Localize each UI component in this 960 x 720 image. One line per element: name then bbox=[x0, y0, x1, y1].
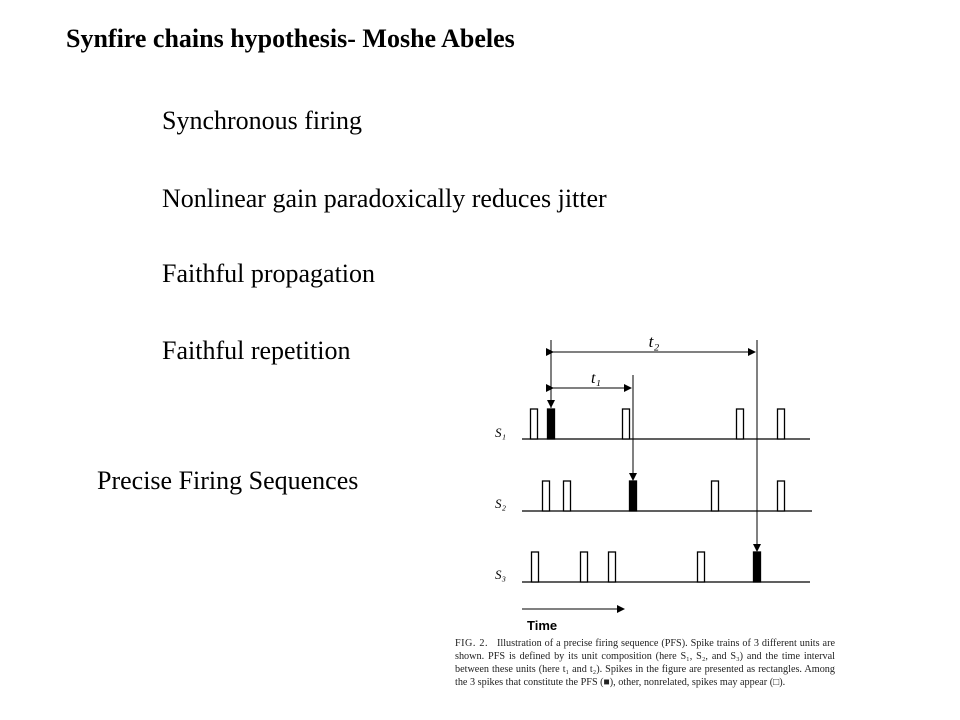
spike-s1-1-nonrelated bbox=[531, 409, 538, 439]
spike-s1-2-pfs bbox=[548, 409, 555, 439]
train-label-s3: S₃ bbox=[495, 567, 507, 582]
spike-s1-5-nonrelated bbox=[778, 409, 785, 439]
bullet-synchronous-firing: Synchronous firing bbox=[162, 106, 363, 135]
precise-firing-sequences-label: Precise Firing Sequences bbox=[97, 466, 359, 495]
train-label-s2: S₂ bbox=[495, 496, 507, 511]
time-label: Time bbox=[527, 618, 558, 633]
spike-s2-5-nonrelated bbox=[778, 481, 785, 511]
caption-text: Illustration of a precise firing sequence (PFS). Spike trains of 3 different units are shown. PFS is defined by its unit composition (here S₁, S₂, and S₃) and the time interval between these units (here t₁ and t₂). Spikes in the figure are presented as rectangles. Among the 3 spikes that constitute the PFS (■), other, nonrelated, spikes may appear (□). bbox=[455, 638, 835, 688]
spike-s2-1-nonrelated bbox=[543, 481, 550, 511]
caption-fig-label: FIG. 2. bbox=[455, 638, 489, 649]
spike-s3-1-nonrelated bbox=[532, 552, 539, 582]
bullet-faithful-repetition: Faithful repetition bbox=[162, 336, 351, 365]
train-label-s1: S₁ bbox=[495, 425, 507, 440]
bullet-faithful-propagation: Faithful propagation bbox=[162, 259, 376, 288]
spike-s2-3-pfs bbox=[630, 481, 637, 511]
spike-s3-3-nonrelated bbox=[609, 552, 616, 582]
slide-title: Synfire chains hypothesis- Moshe Abeles bbox=[66, 24, 515, 53]
spike-s1-4-nonrelated bbox=[737, 409, 744, 439]
figure-caption bbox=[455, 638, 835, 690]
bullet-nonlinear-gain: Nonlinear gain paradoxically reduces jitter bbox=[162, 184, 607, 213]
spike-s3-5-pfs bbox=[754, 552, 761, 582]
spike-s3-2-nonrelated bbox=[581, 552, 588, 582]
spike-s2-4-nonrelated bbox=[712, 481, 719, 511]
spike-s1-3-nonrelated bbox=[623, 409, 630, 439]
spike-group bbox=[531, 409, 785, 582]
spike-s3-4-nonrelated bbox=[698, 552, 705, 582]
t2-label: t₂ bbox=[648, 332, 660, 351]
spike-s2-2-nonrelated bbox=[564, 481, 571, 511]
t1-label: t₁ bbox=[590, 370, 602, 387]
